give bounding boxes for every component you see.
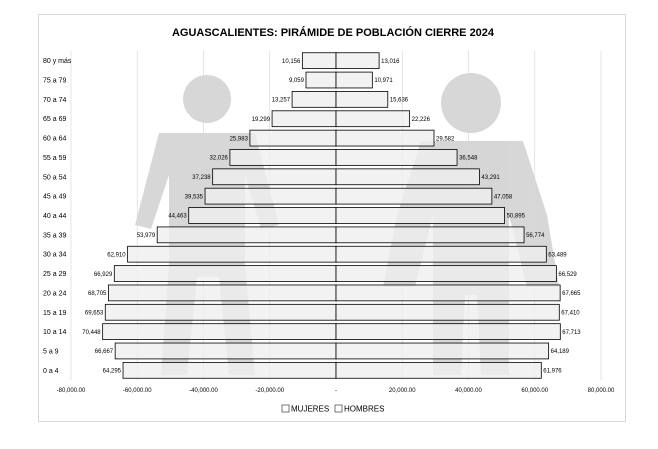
bar-hombres — [336, 324, 560, 340]
data-label-mujeres: 64,295 — [102, 368, 122, 375]
bar-hombres — [336, 227, 524, 243]
category-label: 80 y más — [43, 58, 72, 66]
data-label-hombres: 22,226 — [411, 116, 430, 123]
legend — [282, 405, 384, 414]
category-label: 15 a 19 — [43, 309, 67, 317]
data-label-hombres: 66,529 — [558, 271, 577, 278]
data-label-hombres: 61,976 — [543, 368, 562, 375]
category-label: 0 a 4 — [43, 367, 59, 375]
x-tick-label: 20,000.00 — [388, 388, 416, 394]
data-label-mujeres: 69,653 — [84, 310, 104, 317]
bar-mujeres — [157, 227, 336, 243]
bar-mujeres — [302, 53, 336, 69]
bar-mujeres — [114, 266, 336, 282]
bar-mujeres — [123, 362, 336, 378]
data-label-mujeres: 44,463 — [168, 213, 187, 220]
data-label-mujeres: 66,929 — [93, 271, 113, 278]
bar-mujeres — [128, 246, 336, 262]
x-tick-label: -80,000.00 — [56, 388, 86, 394]
bar-mujeres — [105, 304, 336, 320]
bar-hombres — [336, 91, 388, 107]
data-label-hombres: 29,582 — [435, 136, 455, 143]
category-label: 35 a 39 — [43, 232, 67, 240]
legend-label-hombres: HOMBRES — [344, 404, 385, 414]
bar-hombres — [336, 246, 546, 262]
bar-hombres — [336, 304, 559, 320]
x-tick-label: -40,000.00 — [189, 388, 218, 394]
chart-frame — [38, 14, 626, 422]
bar-mujeres — [205, 188, 336, 204]
bar-hombres — [336, 266, 556, 282]
category-axis — [43, 58, 72, 375]
bar-mujeres — [272, 111, 336, 127]
data-label-hombres: 47,058 — [493, 194, 513, 201]
data-label-mujeres: 13,257 — [271, 97, 291, 104]
category-label: 40 a 44 — [43, 213, 67, 220]
data-label-mujeres: 10,156 — [281, 58, 301, 65]
population-pyramid-chart — [39, 15, 627, 423]
bar-mujeres — [292, 91, 336, 107]
x-tick-label: -60,000.00 — [122, 388, 152, 394]
bar-hombres — [336, 111, 410, 127]
bar-mujeres — [189, 208, 336, 224]
value-axis — [57, 388, 615, 394]
x-tick-label: 80,000.00 — [587, 388, 615, 394]
legend-label-mujeres: MUJERES — [291, 404, 330, 414]
category-label: 75 a 79 — [43, 77, 67, 85]
data-label-mujeres: 39,535 — [184, 194, 204, 201]
bar-hombres — [336, 150, 457, 166]
bar-mujeres — [103, 324, 336, 340]
data-label-hombres: 63,489 — [548, 252, 567, 259]
category-label: 5 a 9 — [43, 348, 59, 356]
category-label: 65 a 69 — [43, 116, 67, 124]
data-label-mujeres: 68,705 — [88, 291, 107, 298]
chart-title: AGUASCALIENTES: PIRÁMIDE DE POBLACIÓN CIERRE 2024 — [171, 27, 495, 39]
x-tick-label: 40,000.00 — [455, 388, 482, 394]
bar-hombres — [336, 130, 434, 146]
data-label-hombres: 64,189 — [550, 349, 569, 356]
data-label-hombres: 50,895 — [506, 213, 525, 220]
x-tick-label: -20,000.00 — [255, 388, 285, 394]
data-label-hombres: 10,971 — [374, 78, 393, 85]
bar-mujeres — [213, 169, 336, 185]
data-label-mujeres: 70,448 — [82, 329, 101, 336]
data-label-hombres: 67,410 — [561, 310, 580, 317]
data-label-hombres: 36,548 — [459, 155, 478, 162]
x-tick-label: - — [335, 388, 337, 394]
data-label-mujeres: 9,059 — [288, 78, 304, 85]
bar-hombres — [336, 362, 541, 378]
category-label: 30 a 34 — [43, 251, 67, 259]
bar-mujeres — [115, 343, 336, 359]
bar-hombres — [336, 208, 505, 224]
x-tick-label: 60,000.00 — [521, 388, 549, 394]
bar-mujeres — [108, 285, 336, 301]
legend-swatch-mujeres — [282, 405, 289, 412]
category-label: 50 a 54 — [43, 174, 67, 182]
data-label-hombres: 67,713 — [562, 329, 581, 336]
data-label-mujeres: 66,667 — [94, 349, 114, 356]
category-label: 25 a 29 — [43, 271, 67, 279]
data-label-mujeres: 53,979 — [136, 233, 156, 240]
category-label: 60 a 64 — [43, 135, 67, 143]
data-label-mujeres: 19,299 — [251, 116, 271, 123]
category-label: 10 a 14 — [43, 329, 67, 337]
category-label: 45 a 49 — [43, 193, 67, 201]
category-label: 55 a 59 — [43, 154, 67, 162]
bar-mujeres — [250, 130, 336, 146]
data-label-hombres: 15,636 — [389, 97, 409, 104]
category-label: 20 a 24 — [43, 290, 67, 298]
bar-hombres — [336, 188, 492, 204]
bar-mujeres — [230, 150, 336, 166]
bar-hombres — [336, 285, 560, 301]
bar-mujeres — [306, 72, 336, 88]
data-label-hombres: 13,016 — [381, 58, 400, 65]
category-label: 70 a 74 — [43, 96, 67, 104]
bar-hombres — [336, 169, 479, 185]
bar-hombres — [336, 343, 549, 359]
data-label-hombres: 67,665 — [562, 291, 581, 298]
bar-hombres — [336, 72, 372, 88]
data-label-hombres: 43,291 — [481, 174, 500, 181]
data-label-mujeres: 62,910 — [107, 252, 126, 259]
data-label-mujeres: 25,983 — [229, 136, 248, 143]
bar-hombres — [336, 53, 379, 69]
data-label-mujeres: 32,026 — [209, 155, 228, 162]
data-label-mujeres: 37,238 — [192, 174, 211, 181]
legend-swatch-hombres — [335, 405, 342, 412]
data-label-hombres: 56,774 — [526, 233, 545, 240]
